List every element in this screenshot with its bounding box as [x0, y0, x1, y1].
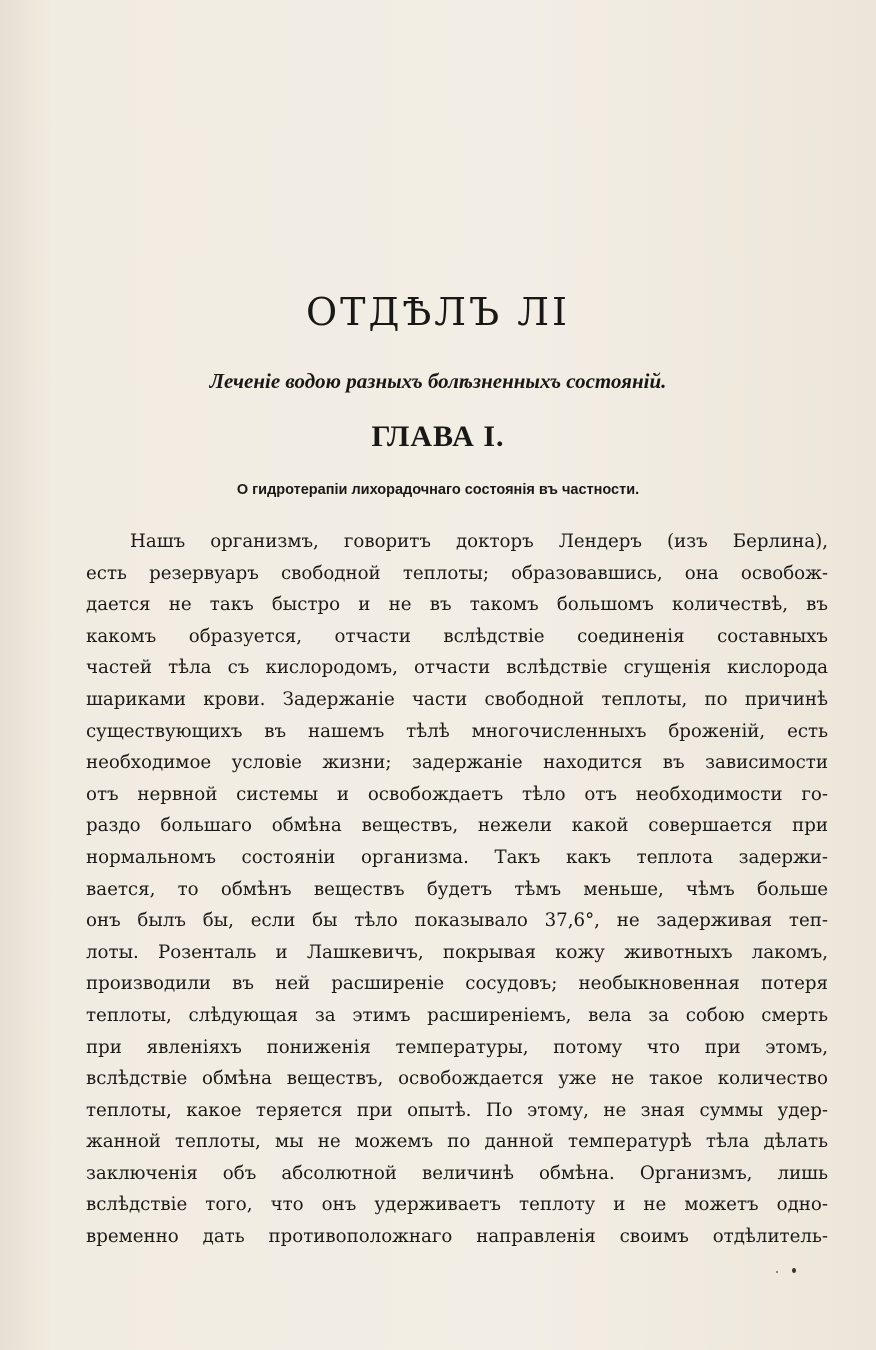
section-title: ОТДѢЛЪ ЛІ [305, 290, 571, 334]
ink-speck [776, 1271, 778, 1273]
text-line: есть резервуаръ свободной теплоты; образовавшись, она освобож- [86, 562, 828, 584]
text-line: нормальномъ состояніи организма. Такъ какъ теплота задержи- [86, 846, 828, 868]
text-line: вается, то обмѣнъ веществъ будетъ тѣмъ меньше, чѣмъ больше [86, 878, 828, 900]
text-line: вслѣдствіе того, что онъ удерживаетъ теплоту и не можетъ одно- [86, 1194, 828, 1216]
text-line: дается не такъ быстро и не въ такомъ большомъ количествѣ, въ [86, 594, 828, 616]
text-line: частей тѣла съ кислородомъ, отчасти вслѣдствіе сгущенія кислорода [86, 657, 828, 679]
text-line: Нашъ организмъ, говоритъ докторъ Лендеръ (изъ Берлина), [130, 531, 828, 552]
text-line: заключенія объ абсолютной величинѣ обмѣна. Организмъ, лишь [86, 1162, 828, 1184]
chapter-subtitle: О гидротерапіи лихорадочнаго состоянія въ частности. [236, 482, 640, 498]
text-line: необходимое условіе жизни; задержаніе находится въ зависимости [86, 752, 828, 774]
chapter-heading: ГЛАВА I. [371, 420, 505, 453]
text-line: какомъ образуется, отчасти вслѣдствіе соединенія составныхъ [86, 625, 828, 647]
text-line: вслѣдствіе обмѣна веществъ, освобождается уже не такое количество [86, 1068, 828, 1090]
text-line: производили въ ней расширеніе сосудовъ; необыкновенная потеря [86, 973, 828, 995]
text-line: жанной теплоты, мы не можемъ по данной температурѣ тѣла дѣлать [86, 1131, 828, 1153]
ink-speck [792, 1268, 796, 1273]
text-line: временно дать противоположнаго направленія своимъ отдѣлитель- [86, 1226, 828, 1248]
text-line: при явленіяхъ пониженія температуры, потому что при этомъ, [86, 1036, 828, 1058]
text-line: шариками крови. Задержаніе части свободной теплоты, по причинѣ [86, 688, 828, 710]
text-line: раздо большаго обмѣна веществъ, нежели какой совершается при [86, 815, 828, 837]
body-paragraph [86, 526, 828, 1253]
text-line: лоты. Розенталь и Лашкевичъ, покрывая кожу животныхъ лакомъ, [86, 941, 828, 963]
show-through-text [70, 0, 846, 470]
text-line: теплоты, слѣдующая за этимъ расширеніемъ, вела за собою смерть [86, 1004, 828, 1026]
text-line: существующихъ въ нашемъ тѣлѣ многочисленныхъ броженій, есть [86, 720, 828, 742]
text-line: онъ былъ бы, если бы тѣло показывало 37,6°, не задерживая теп- [86, 910, 828, 932]
section-subtitle: Леченіе водою разныхъ болѣзненныхъ состояній. [209, 369, 667, 393]
text-line: отъ нервной системы и освобождаетъ тѣло отъ необходимости го- [86, 783, 828, 805]
text-line: теплоты, какое теряется при опытѣ. По этому, не зная суммы удер- [86, 1099, 828, 1121]
